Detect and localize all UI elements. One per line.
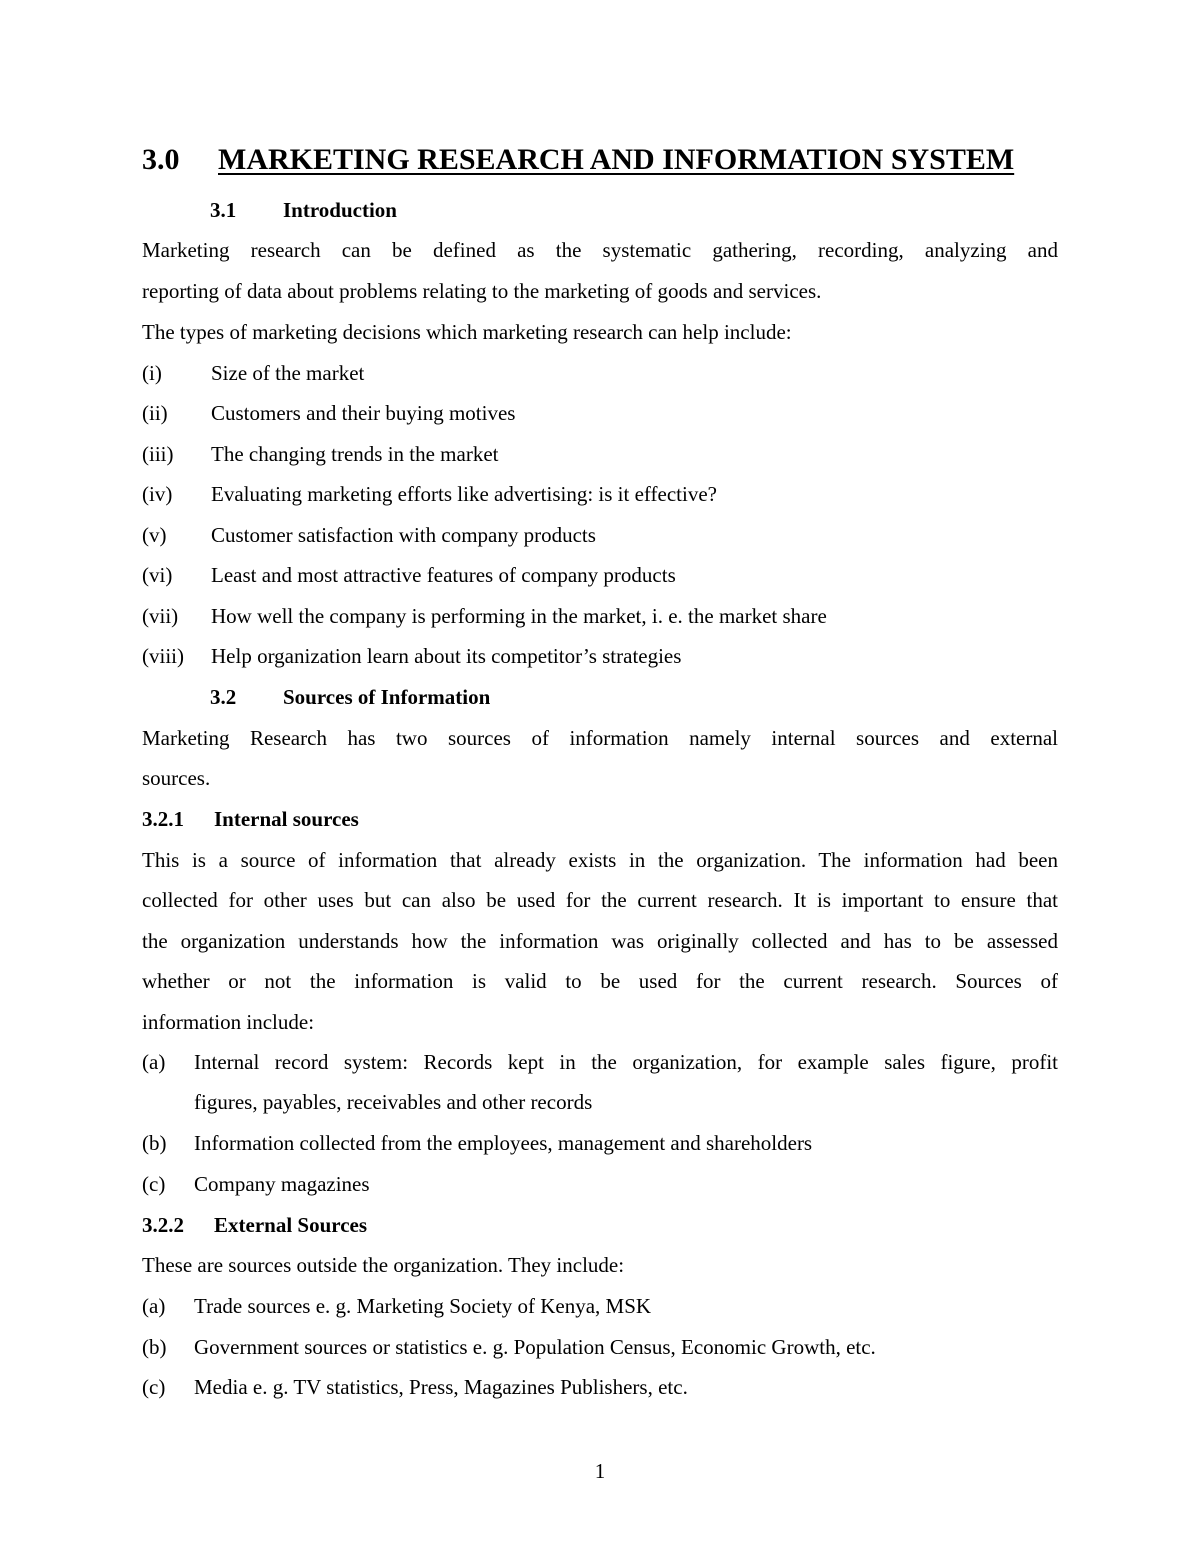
list-item-text: Trade sources e. g. Marketing Society of Kenya, MSK: [194, 1294, 652, 1318]
list-item-text: Help organization learn about its competitor’s strategies: [211, 644, 682, 668]
list-item-text: Media e. g. TV statistics, Press, Magazines Publishers, etc.: [194, 1375, 688, 1399]
list-marker: (c): [142, 1172, 166, 1196]
list-item: [142, 481, 717, 507]
section-heading-3-2-1: [142, 806, 359, 832]
list-item-text: figures, payables, receivables and other records: [194, 1090, 593, 1114]
paragraph-line: This is a source of information that already exists in the organization. The information had been: [142, 848, 1058, 872]
list-item: [142, 643, 681, 669]
paragraph-line: whether or not the information is valid to be used for the current research. Sources of: [142, 969, 1058, 993]
list-item-text: Information collected from the employees, management and shareholders: [194, 1131, 813, 1155]
chapter-number: 3.0: [142, 143, 180, 176]
list-item: [142, 603, 827, 629]
paragraph-line: These are sources outside the organization. They include:: [142, 1253, 625, 1277]
section-heading-3-2-2: [142, 1212, 367, 1238]
list-marker: (v): [142, 523, 167, 547]
list-marker: (vii): [142, 604, 179, 628]
list-item-text: Company magazines: [194, 1172, 370, 1196]
list-item-text: Customer satisfaction with company products: [211, 523, 596, 547]
section-title: Sources of Information: [283, 685, 491, 709]
list-item-text: Size of the market: [211, 361, 365, 385]
paragraph-line: information include:: [142, 1010, 315, 1034]
list-item: [142, 1171, 370, 1197]
section-number: 3.2.1: [142, 807, 184, 831]
list-marker: (iv): [142, 482, 173, 506]
list-item: [142, 441, 499, 467]
section-title: External Sources: [214, 1213, 368, 1237]
paragraph-line: sources.: [142, 766, 211, 790]
list-item-text: The changing trends in the market: [211, 442, 499, 466]
section-heading-3-2: [210, 684, 490, 710]
list-item: [142, 1049, 1058, 1115]
section-number: 3.1: [210, 198, 237, 222]
section-number: 3.2: [210, 685, 237, 709]
list-item-text: Internal record system: Records kept in the organization, for example sales figure, profit: [194, 1050, 1058, 1074]
list-item-text: Government sources or statistics e. g. Population Census, Economic Growth, etc.: [194, 1335, 876, 1359]
list-item: [142, 360, 364, 386]
page-number: 1: [594, 1459, 606, 1483]
paragraph-line: Marketing research can be defined as the systematic gathering, recording, analyzing and: [142, 238, 1058, 262]
list-marker: (vi): [142, 563, 173, 587]
paragraph-line: Marketing Research has two sources of information namely internal sources and external: [142, 726, 1058, 750]
paragraph-line: The types of marketing decisions which marketing research can help include:: [142, 320, 792, 344]
list-marker: (viii): [142, 644, 184, 668]
section-number: 3.2.2: [142, 1213, 184, 1237]
paragraph-line: reporting of data about problems relating to the marketing of goods and services.: [142, 279, 822, 303]
list-item: [142, 1130, 812, 1156]
list-marker: (i): [142, 361, 162, 385]
section-heading-3-1: [210, 197, 397, 223]
list-marker: (a): [142, 1294, 166, 1318]
list-marker: (c): [142, 1375, 166, 1399]
list-marker: (b): [142, 1335, 167, 1359]
list-item: [142, 1334, 876, 1360]
paragraph-line: the organization understands how the information was originally collected and has to be assessed: [142, 929, 1058, 953]
list-marker: (ii): [142, 401, 168, 425]
chapter-title: [142, 141, 1014, 179]
list-item: [142, 562, 676, 588]
list-item: [142, 522, 596, 548]
list-marker: (iii): [142, 442, 174, 466]
list-marker: (a): [142, 1050, 166, 1074]
list-item: [142, 400, 515, 426]
list-item-text: Least and most attractive features of company products: [211, 563, 676, 587]
list-item-text: How well the company is performing in the market, i. e. the market share: [211, 604, 827, 628]
section-title: Introduction: [283, 198, 397, 222]
list-item-text: Customers and their buying motives: [211, 401, 516, 425]
chapter-title-text: MARKETING RESEARCH AND INFORMATION SYSTEM: [218, 143, 1015, 176]
section-title: Internal sources: [214, 807, 359, 831]
list-item: [142, 1293, 651, 1319]
list-item-text: Evaluating marketing efforts like advertising: is it effective?: [211, 482, 717, 506]
list-marker: (b): [142, 1131, 167, 1155]
list-item: [142, 1374, 688, 1400]
paragraph-line: collected for other uses but can also be used for the current research. It is important to ensure that: [142, 888, 1058, 912]
